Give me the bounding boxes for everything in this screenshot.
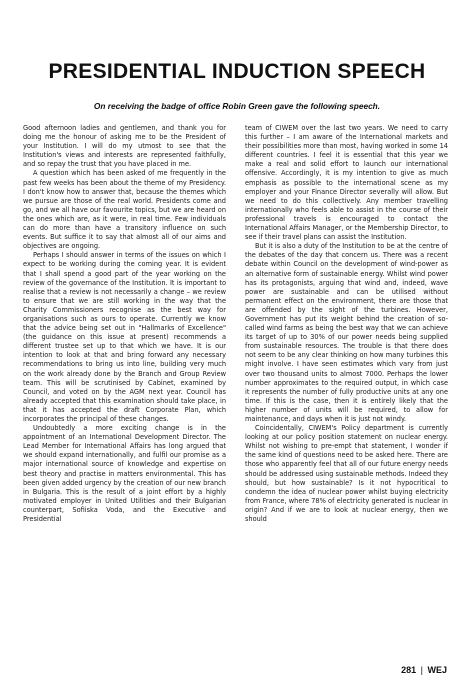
paragraph: team of CIWEM over the last two years. We need to carry this further – I am aware of the International markets and their possibilities more than most, having worked in some 14 different countries. I feel it is essential that this year we make a real and solid effort to launch our international offensive. Accordingly, it is my intention to give as much emphasis as possible to the international scene as my employer and your Finance Director severally will allow. But we need to do this collectively. Any member travelling internationally who feels able to assist in the course of their professional travels is encouraged to contact the International Affairs Manager, or the Membership Director, to see if their travel plans can assist the Institution.: [245, 124, 448, 242]
publication-name: WEJ: [427, 665, 447, 675]
paragraph: Good afternoon ladies and gentlemen, and thank you for doing me the honour of asking me to be the President of your Institution. I will do my utmost to see that the Institution's views and interests are represented faithfully, and so repay the trust that you have placed in me.: [23, 124, 226, 169]
paragraph: But it is also a duty of the Institution to be at the centre of the debates of the day that concern us. There was a recent debate within Council on the development of wind-power as an alternative form of sustainable energy. Whilst wind power has its protagonists, arguing that wind and, indeed, wave power are sustainable and can be utilised without permanent effect on the environment, there are those that are offended by the sight of the turbines. However, Government has put its weight behind the creation of so-called wind farms as being the best way that we can achieve its target of up to 30% of our power needs being supplied from sustainable resources. The trouble is that there does not seem to be any clear thinking on how many turbines this might involve. I have seen estimates which vary from just over two thousand units to almost 7000. Perhaps the lower number approximates to the required output, in which case it represents the number of fully productive units at any one time. If this is the case, then it is entirely likely that the higher number of units will be required, to allow for maintenance, and days when it is just not windy.: [245, 242, 448, 423]
left-text-column: [23, 124, 226, 644]
right-text-column: [245, 124, 448, 644]
page-footer: [401, 665, 447, 675]
paragraph: Undoubtedly a more exciting change is in the appointment of an International Development Director. The Lead Member for International Affairs has long argued that we should expand internationally, and fulfil our promise as a major international source of knowledge and expertise on best theory and practise in matters environmental. This has been given added urgency by the creation of our new branch in Bulgaria. This is the result of a joint effort by a highly motivated employer in United Utilities and their Bulgarian counterpart, Sofiiska Voda, and the Executive and Presidential: [23, 424, 226, 524]
paragraph: Coincidentally, CIWEM's Policy department is currently looking at our policy position statement on nuclear energy. Whilst not wishing to pre-empt that statement, I wonder if the same kind of questions need to be asked here. There are those who apparently feel that all of our future energy needs should be addressed using sustainable methods. Indeed they should, but how sustainable? Is it not hypocritical to condemn the idea of nuclear power whilst buying electricity from France, where 78% of electricity generated is nuclear in origin? And if we are to look at nuclear energy, then we should: [245, 424, 448, 524]
footer-separator: |: [420, 665, 423, 675]
article-subtitle: On receiving the badge of office Robin Green gave the following speech.: [93, 101, 381, 111]
article-title: PRESIDENTIAL INDUCTION SPEECH: [48, 60, 426, 83]
page-number: 281: [401, 665, 417, 675]
paragraph: Perhaps I should answer in terms of the issues on which I expect to be working during the coming year. It is evident that I shall spend a good part of the year working on the review of the governance of the Institution. It is important to realise that a review is not necessarily a change – we review to ensure that we are still working in the way that the Charity Commissioners recognise as the best way for organisations such as ours to operate. Currently we know that the advice being set out in "Hallmarks of Excellence" (the guidance on this issue at present) recommends a different trustee set up to that which we have. It is our intention to look at that and bring forward any necessary recommendations to bring us into line, building very much on the work already done by the Branch and Group Review team. This will be scrutinised by Cabinet, examined by Council, and voted on by the AGM next year. Council has already accepted that this examination should take place, in that it has accepted the draft Corporate Plan, which incorporates the principal of these changes.: [23, 251, 226, 423]
paragraph: A question which has been asked of me frequently in the past few weeks has been about the theme of my Presidency. I don't know how to answer that, because the themes which we pursue are those of the real world. Presidents come and go, and we all have our favourite topics, but we are heard on the ones which are, as it were, in real time. Few individuals can do more than have a transitory influence on such events. But suffice it to say that almost all of our aims and objectives are ongoing.: [23, 169, 226, 251]
